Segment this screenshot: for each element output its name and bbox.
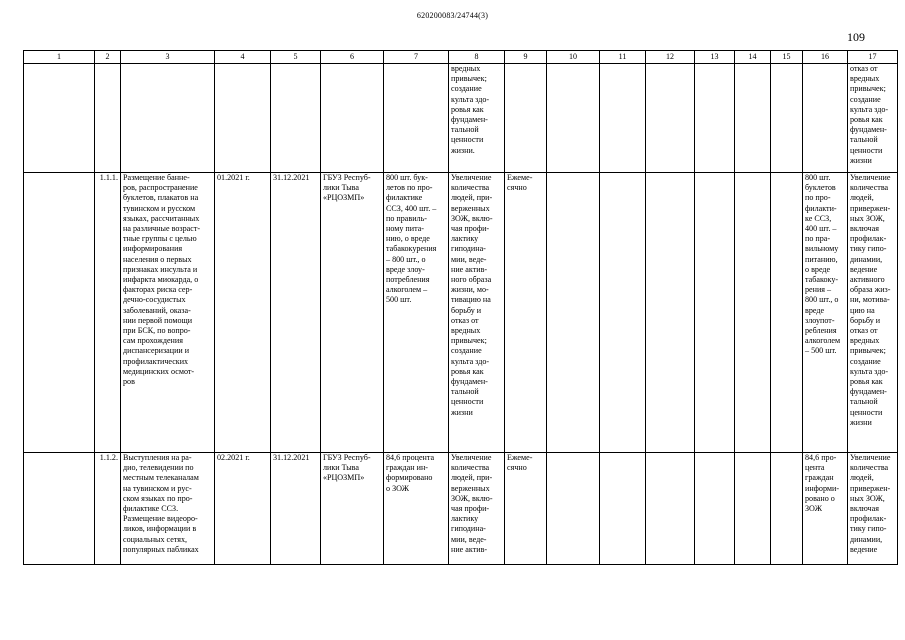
target-cell-line: о ЗОЖ bbox=[386, 483, 410, 493]
activity-cell-line: населения о первых bbox=[123, 254, 192, 264]
column-number: 3 bbox=[121, 51, 215, 64]
result-cell-line: чая профи- bbox=[451, 224, 490, 234]
outcome-cell-line: ровья как bbox=[850, 115, 883, 125]
outcome-cell-line: динамии, bbox=[850, 534, 883, 544]
outcome-cell-line: профилак- bbox=[850, 514, 887, 524]
result-cell-line: людей, при- bbox=[451, 193, 493, 203]
activity-cell-line: ров, распространение bbox=[123, 183, 198, 193]
activity-cell-line: нии первой помощи bbox=[123, 315, 193, 325]
target-cell-line: филактике bbox=[386, 193, 423, 203]
outcome-cell-line: привержен- bbox=[850, 483, 891, 493]
responsible-cell-line: лики Тыва bbox=[323, 183, 359, 193]
col13-cell bbox=[695, 173, 735, 453]
result-cell-line: жизни, мо- bbox=[451, 285, 489, 295]
target-cell-line: 84,6 процента bbox=[386, 453, 435, 462]
actual-value-cell-line: питанию, bbox=[805, 254, 838, 264]
outcome-cell-line: тику гипо- bbox=[850, 244, 887, 254]
col14-cell bbox=[735, 64, 771, 173]
activity-cell-line: дечно-сосудистых bbox=[123, 295, 186, 305]
result-cell-line: привычек; bbox=[451, 74, 487, 84]
column-number: 10 bbox=[547, 51, 600, 64]
activity-cell-line: Размещение банне- bbox=[123, 173, 190, 182]
result-cell-line: фундамен- bbox=[451, 377, 488, 387]
outcome-cell-line: ценности bbox=[850, 145, 883, 155]
table-row bbox=[24, 453, 898, 565]
actual-value-cell-line: граждан bbox=[805, 473, 834, 483]
activity-cell-line: на различные возраст- bbox=[123, 224, 201, 234]
activity-cell-line: социальных сетях, bbox=[123, 534, 188, 544]
outcome-cell-line: ровья как bbox=[850, 377, 883, 387]
activity-cell-line: языках, рассчитанных bbox=[123, 213, 200, 223]
result-cell-line: ЗОЖ, вклю- bbox=[451, 493, 493, 503]
col1-cell bbox=[24, 173, 95, 453]
result-cell-line: тальной bbox=[451, 125, 479, 135]
column-number: 9 bbox=[505, 51, 547, 64]
actual-value-cell-line: ровано о bbox=[805, 493, 835, 503]
result-cell-line: ЗОЖ, вклю- bbox=[451, 213, 493, 223]
activity-cell-line: инфаркта миокарда, о bbox=[123, 275, 199, 285]
result-cell-line: гиподина- bbox=[451, 524, 486, 534]
actual-value-cell-line: по пра- bbox=[805, 234, 831, 244]
actual-value-cell-line: филакти- bbox=[805, 203, 837, 213]
result-cell-line: ние актив- bbox=[451, 264, 488, 274]
actual-value-cell-line: 84,6 про- bbox=[805, 453, 837, 462]
outcome-cell bbox=[848, 64, 898, 173]
actual-value-cell-line: буклетов bbox=[805, 183, 836, 193]
outcome-cell-line: жизни bbox=[850, 155, 872, 165]
col10-cell bbox=[547, 453, 600, 565]
outcome-cell-line: тальной bbox=[850, 135, 878, 145]
activity-cell-line: местным телеканалам bbox=[123, 473, 199, 483]
outcome-cell-line: цию на bbox=[850, 305, 875, 315]
outcome-cell-line: ценности bbox=[850, 407, 883, 417]
result-cell bbox=[449, 64, 505, 173]
plan-table bbox=[23, 50, 898, 565]
responsible-cell-line: ГБУЗ Респуб- bbox=[323, 173, 371, 182]
column-number: 5 bbox=[271, 51, 321, 64]
responsible-cell-line: «РЦОЗМП» bbox=[323, 193, 365, 203]
col11-cell bbox=[600, 64, 646, 173]
result-cell-line: ного образа bbox=[451, 275, 492, 285]
end-date-cell: 31.12.2021 bbox=[271, 453, 321, 565]
result-cell-line: тивацию на bbox=[451, 295, 491, 305]
target-cell-line: формировано bbox=[386, 473, 433, 483]
column-number: 6 bbox=[321, 51, 384, 64]
col10-cell bbox=[547, 64, 600, 173]
outcome-cell-line: людей, bbox=[850, 473, 874, 483]
outcome-cell-line: людей, bbox=[850, 193, 874, 203]
column-number: 7 bbox=[384, 51, 449, 64]
outcome-cell-line: создание bbox=[850, 356, 881, 366]
col13-cell bbox=[695, 64, 735, 173]
actual-value-cell-line: ребления bbox=[805, 326, 837, 336]
activity-cell-line: популярных пабликах bbox=[123, 544, 199, 554]
outcome-cell-line: фундамен- bbox=[850, 125, 887, 135]
outcome-cell-line: включая bbox=[850, 224, 879, 234]
outcome-cell-line: привержен- bbox=[850, 203, 891, 213]
activity-cell-line: признаках инсульта и bbox=[123, 264, 198, 274]
frequency-cell bbox=[505, 173, 547, 453]
col14-cell bbox=[735, 173, 771, 453]
activity-cell-line: дио, телевидении по bbox=[123, 463, 194, 473]
column-number: 2 bbox=[95, 51, 121, 64]
outcome-cell-line: культа здо- bbox=[850, 366, 889, 376]
responsible-cell bbox=[321, 64, 384, 173]
actual-value-cell-line: рения – bbox=[805, 285, 832, 295]
actual-value-cell bbox=[803, 64, 848, 173]
start-date-cell: 01.2021 г. bbox=[215, 173, 271, 453]
activity-cell-line: информирования bbox=[123, 244, 183, 254]
result-cell-line: культа здо- bbox=[451, 356, 490, 366]
target-cell-line: граждан ин- bbox=[386, 463, 428, 473]
column-number: 1 bbox=[24, 51, 95, 64]
column-number: 12 bbox=[646, 51, 695, 64]
outcome-cell-line: жизни bbox=[850, 417, 872, 427]
activity-cell-line: профилактических bbox=[123, 356, 189, 366]
result-cell-line: вредных bbox=[451, 326, 481, 336]
result-cell-line: людей, при- bbox=[451, 473, 493, 483]
col15-cell bbox=[771, 453, 803, 565]
responsible-cell-line: «РЦОЗМП» bbox=[323, 473, 365, 483]
activity-cell-line: филактике ССЗ. bbox=[123, 504, 179, 514]
target-cell-line: алкоголем – bbox=[386, 285, 428, 295]
outcome-cell-line: культа здо- bbox=[850, 104, 889, 114]
result-cell-line: мии, веде- bbox=[451, 534, 487, 544]
result-cell-line: тальной bbox=[451, 387, 479, 397]
column-number: 8 bbox=[449, 51, 505, 64]
target-cell bbox=[384, 173, 449, 453]
actual-value-cell-line: злоупот- bbox=[805, 315, 835, 325]
activity-cell-line: ликов, информации в bbox=[123, 524, 197, 534]
outcome-cell-line: динамии, bbox=[850, 254, 883, 264]
table-row bbox=[24, 64, 898, 173]
frequency-cell-line: Ежеме- bbox=[507, 173, 533, 182]
start-date-cell: 02.2021 г. bbox=[215, 453, 271, 565]
result-cell-line: ценности bbox=[451, 397, 484, 407]
end-date-cell bbox=[271, 64, 321, 173]
actual-value-cell-line: 400 шт. – bbox=[805, 224, 837, 234]
outcome-cell-line: количества bbox=[850, 463, 889, 473]
frequency-cell bbox=[505, 453, 547, 565]
actual-value-cell-line: 800 шт. bbox=[805, 173, 831, 182]
actual-value-cell-line: ке ССЗ, bbox=[805, 213, 832, 223]
target-cell-line: ССЗ, 400 шт. – bbox=[386, 203, 437, 213]
result-cell-line: Увеличение bbox=[451, 453, 492, 462]
outcome-cell-line: привычек; bbox=[850, 346, 886, 356]
result-cell-line: жизни. bbox=[451, 145, 475, 155]
target-cell-line: 800 шт. бук- bbox=[386, 173, 428, 182]
result-cell-line: отказ от bbox=[451, 315, 479, 325]
activity-cell-line: заболеваний, оказа- bbox=[123, 305, 191, 315]
result-cell-line: ровья как bbox=[451, 104, 484, 114]
activity-cell-line: диспансеризации и bbox=[123, 346, 190, 356]
result-cell-line: чая профи- bbox=[451, 504, 490, 514]
activity-cell-line: медицинских осмот- bbox=[123, 366, 195, 376]
actual-value-cell bbox=[803, 453, 848, 565]
outcome-cell-line: ных ЗОЖ, bbox=[850, 493, 885, 503]
actual-value-cell-line: – 500 шт. bbox=[805, 346, 837, 356]
outcome-cell-line: Увеличение bbox=[850, 453, 891, 462]
start-date-cell bbox=[215, 64, 271, 173]
result-cell-line: создание bbox=[451, 84, 482, 94]
outcome-cell-line: ни, мотива- bbox=[850, 295, 890, 305]
actual-value-cell-line: алкоголем bbox=[805, 336, 841, 346]
target-cell-line: – 800 шт., о bbox=[386, 254, 426, 264]
actual-value-cell-line: по про- bbox=[805, 193, 831, 203]
activity-cell-line: тные группы с целью bbox=[123, 234, 197, 244]
outcome-cell bbox=[848, 453, 898, 565]
outcome-cell-line: отказ от bbox=[850, 326, 878, 336]
activity-cell-line: сам прохождения bbox=[123, 336, 183, 346]
activity-cell-line: Выступления на ра- bbox=[123, 453, 192, 462]
outcome-cell-line: ведение bbox=[850, 264, 878, 274]
responsible-cell bbox=[321, 173, 384, 453]
frequency-cell-line: сячно bbox=[507, 463, 527, 473]
responsible-cell-line: лики Тыва bbox=[323, 463, 359, 473]
actual-value-cell-line: 800 шт., о bbox=[805, 295, 839, 305]
col10-cell bbox=[547, 173, 600, 453]
col13-cell bbox=[695, 453, 735, 565]
activity-cell-line: тувинском и русском bbox=[123, 203, 196, 213]
activity-cell-line: ском языках по про- bbox=[123, 493, 193, 503]
end-date-cell: 31.12.2021 bbox=[271, 173, 321, 453]
outcome-cell-line: создание bbox=[850, 94, 881, 104]
actual-value-cell-line: вреде bbox=[805, 305, 825, 315]
outcome-cell-line: ведение bbox=[850, 544, 878, 554]
item-number-cell bbox=[95, 64, 121, 173]
activity-cell-line: при БСК, по вопро- bbox=[123, 326, 191, 336]
actual-value-cell bbox=[803, 173, 848, 453]
target-cell bbox=[384, 64, 449, 173]
activity-cell-line: на тувинском и рус- bbox=[123, 483, 192, 493]
result-cell-line: жизни bbox=[451, 407, 473, 417]
column-number: 13 bbox=[695, 51, 735, 64]
result-cell-line: количества bbox=[451, 183, 490, 193]
target-cell-line: нию, о вреде bbox=[386, 234, 430, 244]
activity-cell-line: буклетов, плакатов на bbox=[123, 193, 199, 203]
outcome-cell-line: борьбу и bbox=[850, 315, 881, 325]
outcome-cell-line: привычек; bbox=[850, 84, 886, 94]
column-number: 14 bbox=[735, 51, 771, 64]
actual-value-cell-line: о вреде bbox=[805, 264, 831, 274]
outcome-cell-line: вредных bbox=[850, 74, 880, 84]
column-number: 4 bbox=[215, 51, 271, 64]
activity-cell bbox=[121, 453, 215, 565]
col12-cell bbox=[646, 64, 695, 173]
target-cell-line: ному пита- bbox=[386, 224, 425, 234]
activity-cell-line: ров bbox=[123, 377, 135, 387]
item-number-cell: 1.1.2. bbox=[95, 453, 121, 565]
col1-cell bbox=[24, 453, 95, 565]
outcome-cell-line: активного bbox=[850, 275, 885, 285]
activity-cell-line: Размещение видеоро- bbox=[123, 514, 198, 524]
result-cell bbox=[449, 453, 505, 565]
target-cell bbox=[384, 453, 449, 565]
result-cell-line: ровья как bbox=[451, 366, 484, 376]
activity-cell-line: факторах риска сер- bbox=[123, 285, 193, 295]
result-cell-line: Увеличение bbox=[451, 173, 492, 182]
target-cell-line: по правиль- bbox=[386, 213, 427, 223]
col11-cell bbox=[600, 173, 646, 453]
actual-value-cell-line: вильному bbox=[805, 244, 839, 254]
result-cell-line: лактику bbox=[451, 514, 479, 524]
outcome-cell-line: тику гипо- bbox=[850, 524, 887, 534]
col12-cell bbox=[646, 453, 695, 565]
result-cell-line: гиподина- bbox=[451, 244, 486, 254]
outcome-cell-line: включая bbox=[850, 504, 879, 514]
column-number: 17 bbox=[848, 51, 898, 64]
activity-cell bbox=[121, 64, 215, 173]
result-cell-line: привычек; bbox=[451, 336, 487, 346]
result-cell-line: борьбу и bbox=[451, 305, 482, 315]
document-code: 620200083/24744(3) bbox=[416, 11, 489, 20]
frequency-cell bbox=[505, 64, 547, 173]
outcome-cell-line: вредных bbox=[850, 336, 880, 346]
col14-cell bbox=[735, 453, 771, 565]
outcome-cell-line: Увеличение bbox=[850, 173, 891, 182]
target-cell-line: потребления bbox=[386, 275, 430, 285]
result-cell-line: количества bbox=[451, 463, 490, 473]
responsible-cell bbox=[321, 453, 384, 565]
result-cell-line: мии, веде- bbox=[451, 254, 487, 264]
result-cell-line: верженных bbox=[451, 483, 490, 493]
target-cell-line: 500 шт. bbox=[386, 295, 412, 305]
result-cell-line: лактику bbox=[451, 234, 479, 244]
col11-cell bbox=[600, 453, 646, 565]
result-cell-line: вредных bbox=[451, 64, 481, 73]
actual-value-cell-line: ЗОЖ bbox=[805, 504, 822, 514]
outcome-cell bbox=[848, 173, 898, 453]
outcome-cell-line: фундамен- bbox=[850, 387, 887, 397]
target-cell-line: летов по про- bbox=[386, 183, 433, 193]
item-number-cell: 1.1.1. bbox=[95, 173, 121, 453]
outcome-cell-line: отказ от bbox=[850, 64, 878, 73]
frequency-cell-line: Ежеме- bbox=[507, 453, 533, 462]
result-cell-line: ние актив- bbox=[451, 544, 488, 554]
outcome-cell-line: профилак- bbox=[850, 234, 887, 244]
actual-value-cell-line: табакоку- bbox=[805, 275, 839, 285]
col15-cell bbox=[771, 64, 803, 173]
page-number: 109 bbox=[847, 30, 865, 44]
result-cell bbox=[449, 173, 505, 453]
column-number: 16 bbox=[803, 51, 848, 64]
frequency-cell-line: сячно bbox=[507, 183, 527, 193]
column-number: 11 bbox=[600, 51, 646, 64]
target-cell-line: вреде злоу- bbox=[386, 264, 425, 274]
col15-cell bbox=[771, 173, 803, 453]
outcome-cell-line: образа жиз- bbox=[850, 285, 891, 295]
actual-value-cell-line: информи- bbox=[805, 483, 840, 493]
col12-cell bbox=[646, 173, 695, 453]
outcome-cell-line: ных ЗОЖ, bbox=[850, 213, 885, 223]
activity-cell bbox=[121, 173, 215, 453]
col1-cell bbox=[24, 64, 95, 173]
outcome-cell-line: тальной bbox=[850, 397, 878, 407]
result-cell-line: культа здо- bbox=[451, 94, 490, 104]
table-row bbox=[24, 173, 898, 453]
result-cell-line: верженных bbox=[451, 203, 490, 213]
outcome-cell-line: количества bbox=[850, 183, 889, 193]
responsible-cell-line: ГБУЗ Респуб- bbox=[323, 453, 371, 462]
target-cell-line: табакокурения bbox=[386, 244, 437, 254]
result-cell-line: фундамен- bbox=[451, 115, 488, 125]
column-number-row bbox=[24, 51, 898, 64]
result-cell-line: создание bbox=[451, 346, 482, 356]
column-number: 15 bbox=[771, 51, 803, 64]
actual-value-cell-line: цента bbox=[805, 463, 825, 473]
result-cell-line: ценности bbox=[451, 135, 484, 145]
